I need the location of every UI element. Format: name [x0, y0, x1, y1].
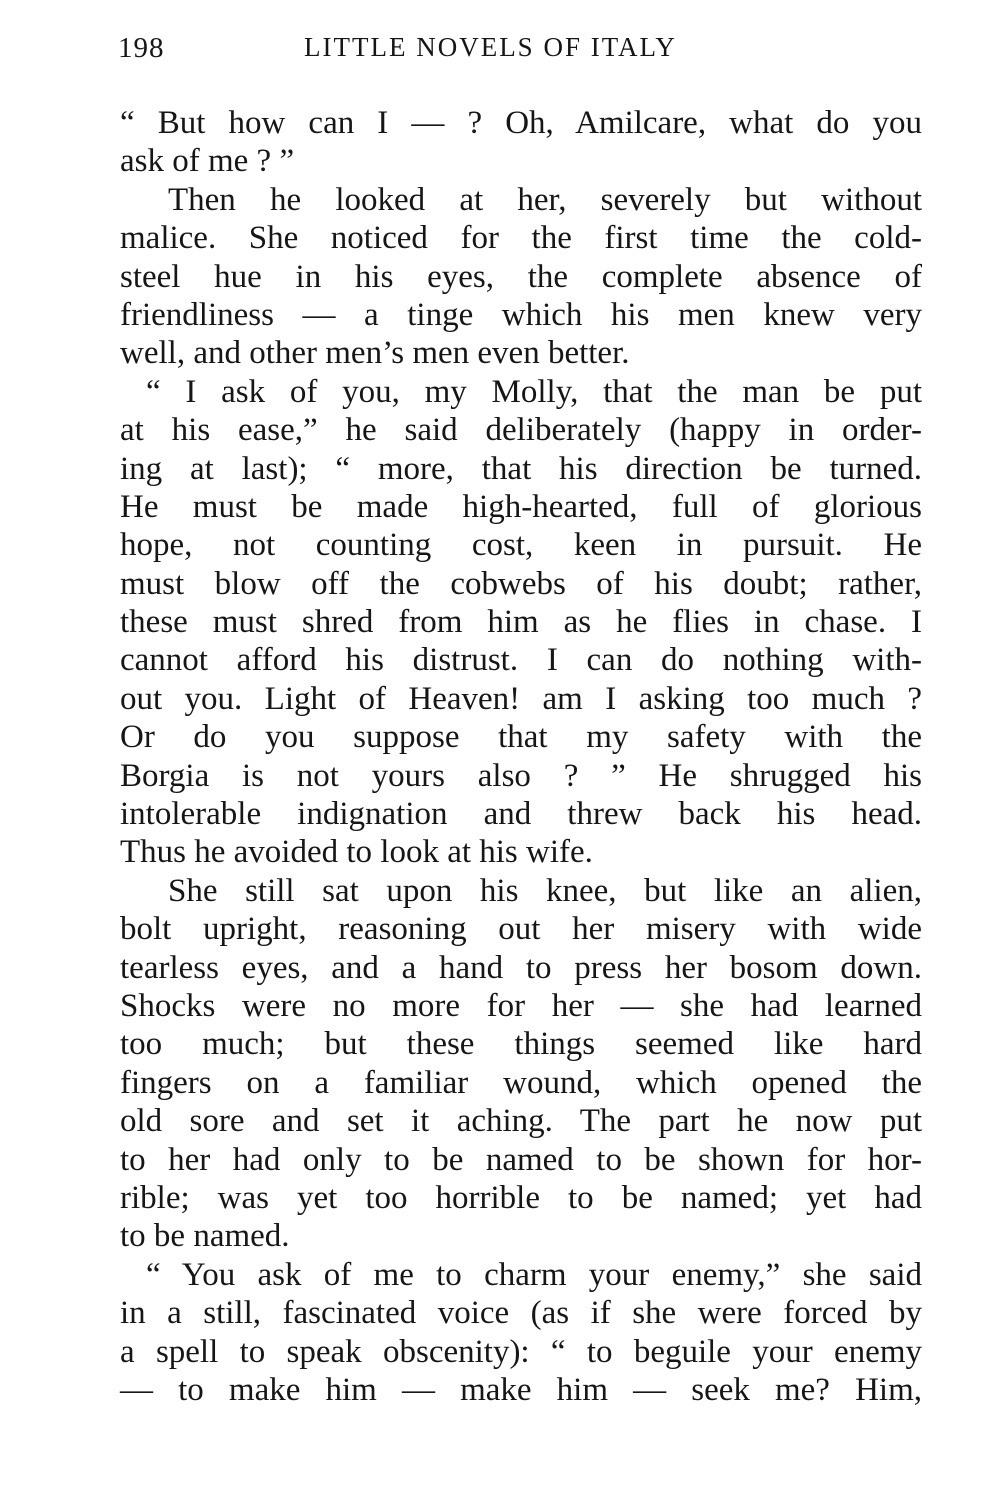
text-line: to be named.	[120, 1218, 290, 1255]
text-line: Then he looked at her, severely but without	[168, 181, 922, 218]
text-line: “ But how can I — ? Oh, Amilcare, what do you	[120, 105, 922, 141]
text-line: well, and other men’s men even better.	[120, 335, 630, 372]
text-line: She still sat upon his knee, but like an alien,	[168, 872, 922, 909]
page-number: 198	[118, 32, 165, 64]
text-line: tearless eyes, and a hand to press her bosom down.	[120, 949, 922, 986]
text-line: “ I ask of you, my Molly, that the man be put	[146, 373, 922, 410]
text-line: malice. She noticed for the first time the cold-	[120, 220, 922, 257]
text-line: bolt upright, reasoning out her misery with wide	[120, 911, 922, 948]
text-line: rible; was yet too horrible to be named; yet had	[120, 1179, 922, 1216]
text-line: — to make him — make him — seek me? Him,	[120, 1371, 922, 1408]
text-line: old sore and set it aching. The part he now put	[120, 1103, 922, 1140]
text-line: He must be made high-hearted, full of glorious	[120, 488, 922, 525]
text-line: these must shred from him as he flies in chase. I	[120, 604, 922, 641]
text-line: steel hue in his eyes, the complete absence of	[120, 258, 922, 295]
text-line: Thus he avoided to look at his wife.	[120, 834, 593, 871]
text-line: out you. Light of Heaven! am I asking too much ?	[120, 680, 922, 717]
text-line: to her had only to be named to be shown for hor-	[120, 1141, 922, 1178]
body-text	[120, 104, 922, 1409]
text-line: must blow off the cobwebs of his doubt; rather,	[120, 565, 922, 602]
text-line: ask of me ? ”	[120, 143, 295, 180]
running-title: LITTLE NOVELS OF ITALY	[304, 32, 677, 62]
text-line: ing at last); “ more, that his direction be turned.	[120, 450, 922, 487]
text-line: Borgia is not yours also ? ” He shrugged his	[120, 757, 922, 794]
text-line: Shocks were no more for her — she had learned	[120, 987, 922, 1024]
text-line: a spell to speak obscenity): “ to beguile your enemy	[120, 1333, 922, 1370]
text-line: friendliness — a tinge which his men knew very	[120, 296, 922, 333]
text-line: in a still, fascinated voice (as if she were forced by	[120, 1295, 922, 1332]
text-line: Or do you suppose that my safety with the	[120, 719, 922, 756]
text-line: cannot afford his distrust. I can do nothing with-	[120, 642, 922, 679]
text-line: hope, not counting cost, keen in pursuit. He	[120, 527, 922, 564]
text-line: “ You ask of me to charm your enemy,” she said	[146, 1256, 922, 1293]
text-line: fingers on a familiar wound, which opened the	[120, 1064, 922, 1101]
text-line: at his ease,” he said deliberately (happy in order-	[120, 412, 922, 449]
text-line: too much; but these things seemed like hard	[120, 1026, 922, 1063]
running-head	[118, 32, 918, 72]
text-line: intolerable indignation and threw back his head.	[120, 796, 922, 833]
